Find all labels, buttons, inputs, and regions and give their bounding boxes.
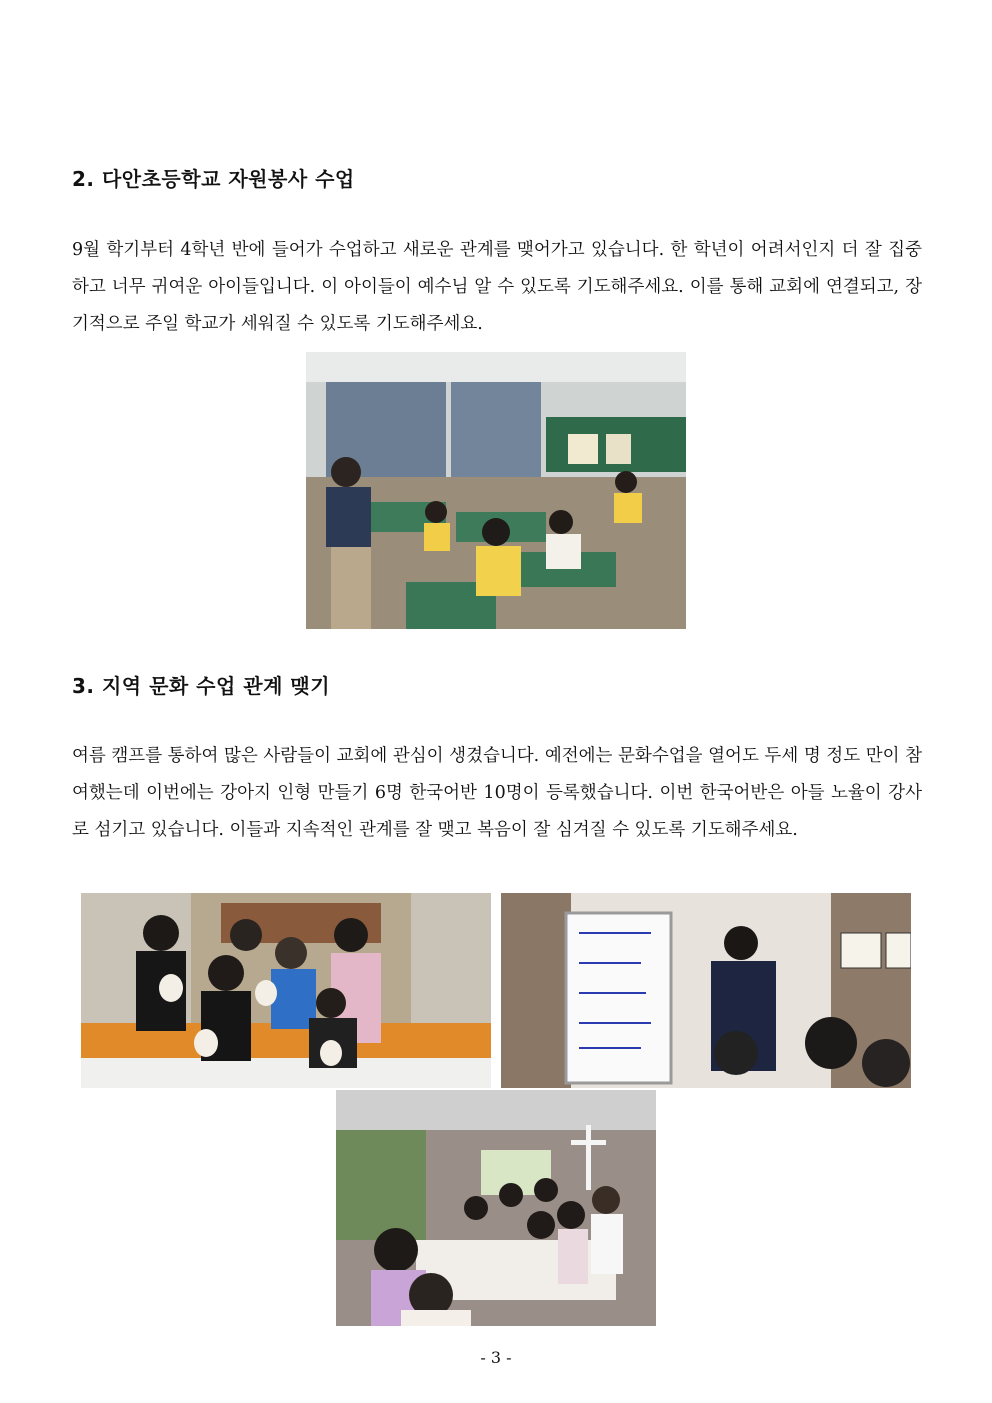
page-number: - 3 - [480, 1348, 512, 1367]
section-2-paragraph: 9월 학기부터 4학년 반에 들어가 수업하고 새로운 관계를 맺어가고 있습니다. 한 학년이 어려서인지 더 잘 집중하고 너무 귀여운 아이들입니다. 이 아이들이 예수님 알 수 있도록 기도해주세요. 이를 통해 교회에 연결되고, 장기적으로 주일 학교가 세워질 수 있도록 기도해주세요. [72, 240, 922, 334]
section-2-heading: 2. 다안초등학교 자원봉사 수업 [72, 167, 355, 191]
classroom-photo [306, 352, 686, 629]
section-3-heading: 3. 지역 문화 수업 관계 맺기 [72, 674, 331, 698]
section-3-paragraph: 여름 캠프를 통하여 많은 사람들이 교회에 관심이 생겼습니다. 예전에는 문화수업을 열어도 두세 명 정도 만이 참여했는데 이번에는 강아지 인형 만들기 6명 한국어반 10명이 등록했습니다. 이번 한국어반은 아들 노율이 강사로 섬기고 있습니다. 이들과 지속적인 관계를 잘 맺고 복음이 잘 심겨질 수 있도록 기도해주세요. [72, 746, 922, 840]
doll-making-photo [81, 893, 491, 1088]
church-group-photo [336, 1090, 656, 1326]
korean-class-photo [501, 893, 911, 1088]
